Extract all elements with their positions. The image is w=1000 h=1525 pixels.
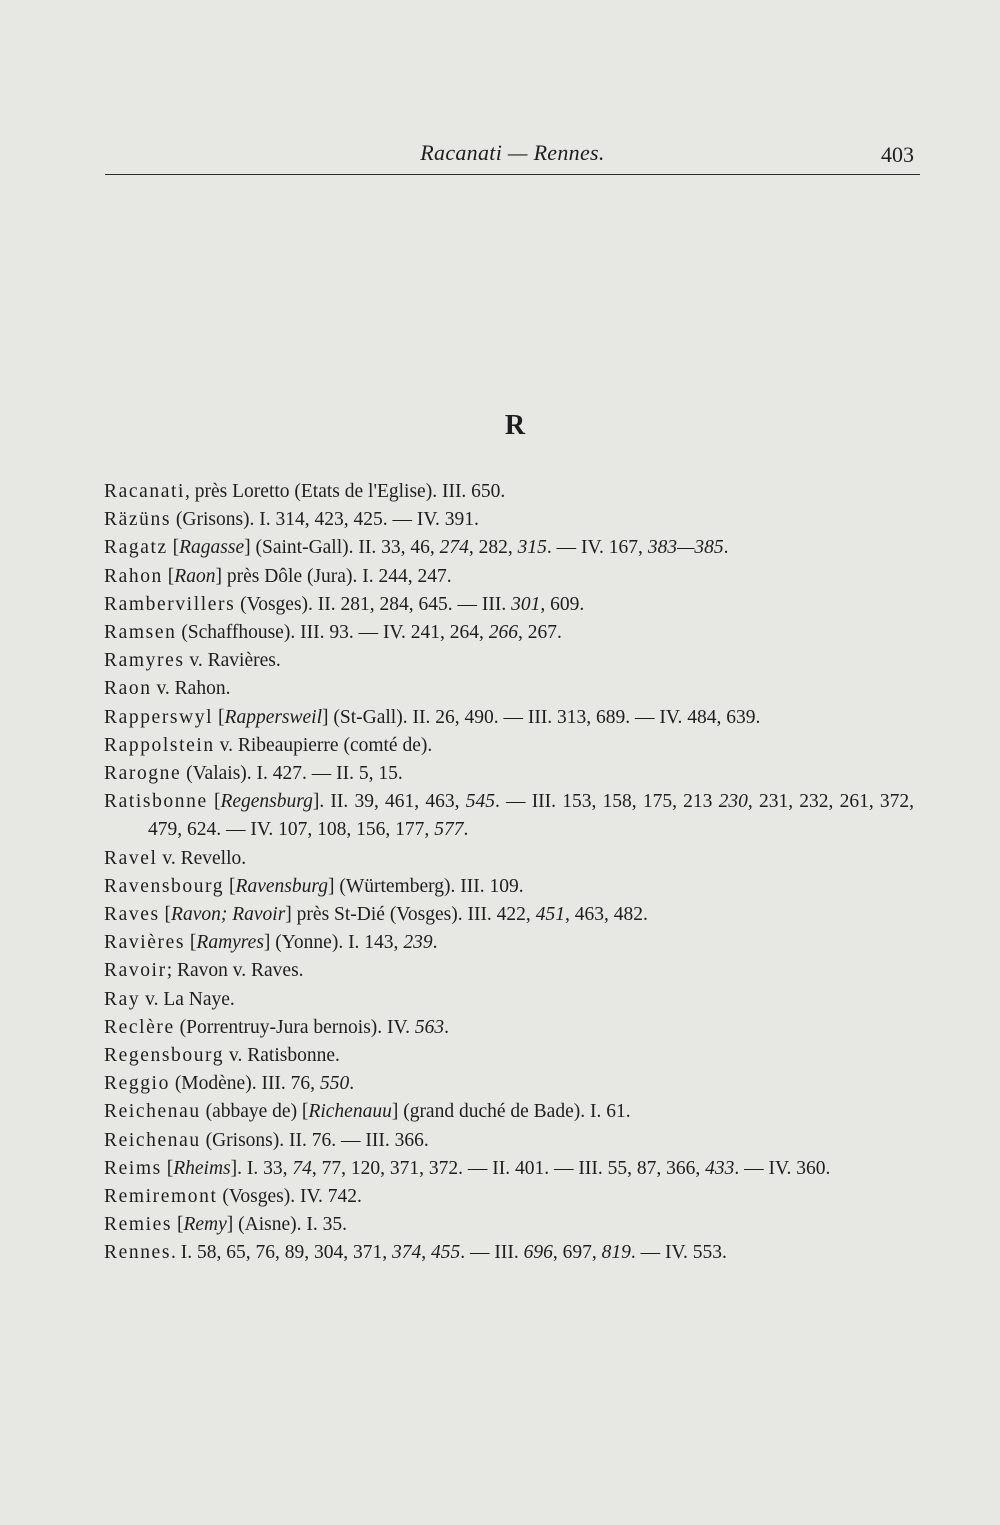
entry-headword: Ravel	[104, 847, 158, 869]
index-entry	[104, 1127, 914, 1155]
entry-headword: Reichenau	[104, 1129, 201, 1151]
index-entry	[104, 760, 914, 788]
entry-headword: Ramyres	[104, 650, 185, 672]
entry-text: .	[432, 932, 438, 954]
entry-headword: Ray	[104, 988, 141, 1010]
entry-text: [	[172, 1214, 184, 1236]
entry-italic-text: 433	[705, 1157, 735, 1179]
entry-headword: Rapperswyl	[104, 706, 214, 728]
index-entry	[104, 1098, 914, 1126]
entry-text: , 463, 482.	[564, 904, 648, 926]
entry-headword: Rarogne	[104, 763, 182, 785]
entry-headword: Ragatz	[104, 537, 168, 559]
entry-italic-text: 545	[465, 791, 495, 813]
entry-headword: Rahon	[104, 565, 163, 587]
entry-text: ,	[421, 1242, 432, 1264]
entry-headword: Reichenau	[104, 1101, 201, 1123]
entry-headword: Ravensbourg	[104, 875, 225, 897]
entry-text: ] près Dôle (Jura). I. 244, 247.	[215, 565, 452, 587]
entry-text: [	[161, 1157, 174, 1179]
entry-text: .	[444, 1016, 449, 1038]
entry-headword: Ratisbonne	[104, 791, 208, 813]
index-entry	[104, 1155, 914, 1183]
entry-text: (Modène). III. 76,	[169, 1073, 320, 1095]
index-entry	[104, 1239, 914, 1267]
entry-text: [	[213, 706, 225, 728]
entry-italic-text: Ragasse	[179, 537, 245, 559]
entry-text: (Vosges). IV. 742.	[217, 1186, 362, 1208]
index-entry	[104, 732, 914, 760]
entry-text: .	[349, 1073, 355, 1095]
entry-italic-text: 315	[517, 537, 547, 559]
entry-text: (Vosges). II. 281, 284, 645. — III.	[235, 593, 512, 615]
entry-text: ]. II. 39, 461, 463,	[312, 791, 466, 813]
entry-text: .	[463, 819, 469, 841]
entry-italic-text: Rappersweil	[224, 706, 323, 728]
index-entry	[104, 1014, 914, 1042]
entry-italic-text: Richenauu	[308, 1101, 392, 1123]
entry-headword: Regensbourg	[104, 1045, 225, 1067]
entry-text: [	[159, 904, 172, 926]
index-entry	[104, 1070, 914, 1098]
index-entry	[104, 788, 919, 844]
entry-italic-text: Raon	[174, 565, 216, 587]
index-entry	[104, 1042, 914, 1070]
entry-italic-text: 696	[523, 1242, 553, 1264]
entry-text: , 609.	[540, 593, 585, 615]
entry-italic-text: 266	[488, 622, 519, 644]
running-head-title: Racanati — Rennes.	[420, 140, 605, 165]
entry-text: [	[185, 932, 197, 954]
entry-text: (abbaye de) [	[200, 1101, 309, 1123]
entry-headword: Reclère	[104, 1016, 175, 1038]
entry-text: . — III. 153, 158, 175, 213	[494, 791, 719, 813]
entry-text: [	[162, 565, 175, 587]
entry-headword: Remiremont	[104, 1186, 218, 1208]
entry-text: [	[224, 875, 236, 897]
entry-italic-text: 451	[535, 904, 565, 926]
entry-text: . — IV. 553.	[630, 1242, 727, 1264]
entry-headword: Rappolstein	[104, 734, 215, 756]
entry-text: [	[207, 791, 221, 813]
entry-text: , 697,	[552, 1242, 602, 1264]
entry-italic-text: 239	[403, 932, 433, 954]
index-entry	[104, 845, 914, 873]
entry-text: (Schaffhouse). III. 93. — IV. 241, 264,	[176, 622, 489, 644]
entry-text: v. Revello.	[157, 847, 247, 869]
entry-headword: Racanati	[104, 481, 186, 502]
index-entry	[104, 704, 914, 732]
section-letter: R	[504, 410, 526, 441]
index-entry	[104, 563, 914, 591]
entry-text: ] (Aisne). I. 35.	[226, 1214, 347, 1236]
index-entry	[104, 647, 914, 675]
entry-text: . — IV. 167,	[546, 537, 648, 559]
entry-text: , 267.	[518, 622, 562, 644]
index-entry	[104, 591, 914, 619]
entry-text: ] (St-Gall). II. 26, 490. — III. 313, 689. — IV. 484, 639.	[322, 706, 761, 728]
index-entry	[104, 901, 914, 929]
entry-text: v. Rahon.	[151, 678, 231, 700]
index-entries	[104, 478, 919, 1268]
index-entry	[104, 873, 914, 901]
entry-text: ] (Yonne). I. 143,	[263, 932, 404, 954]
entry-italic-text: 819	[601, 1242, 631, 1264]
entry-headword: Rennes	[104, 1242, 172, 1264]
entry-italic-text: 374	[392, 1242, 422, 1264]
entry-italic-text: Ravensburg	[235, 875, 328, 897]
entry-headword: Ravoir	[104, 960, 167, 982]
index-entry	[104, 929, 914, 957]
entry-text: , 77, 120, 371, 372. — II. 401. — III. 55, 87, 366,	[311, 1157, 706, 1179]
entry-text: v. Ribeaupierre (comté de).	[214, 734, 433, 756]
entry-text: , 282,	[468, 537, 518, 559]
entry-italic-text: 74	[292, 1157, 312, 1179]
entry-text: ] près St-Dié (Vosges). III. 422,	[285, 904, 536, 926]
entry-text: ]. I. 33,	[230, 1157, 293, 1179]
index-entry	[104, 534, 914, 562]
entry-text: , près Loretto (Etats de l'Eglise). III. 650.	[185, 481, 506, 502]
entry-italic-text: 383—385	[647, 537, 724, 559]
entry-headword: Reims	[104, 1157, 162, 1179]
entry-text: ] (grand duché de Bade). I. 61.	[391, 1101, 631, 1123]
entry-headword: Raon	[104, 678, 152, 700]
index-entry	[104, 957, 914, 985]
entry-text: (Grisons). I. 314, 423, 425. — IV. 391.	[171, 509, 479, 531]
entry-italic-text: 563	[414, 1016, 445, 1038]
entry-text: (Valais). I. 427. — II. 5, 15.	[181, 763, 403, 785]
entry-italic-text: 577	[434, 819, 464, 841]
entry-text: ] (Saint-Gall). II. 33, 46,	[244, 537, 440, 559]
entry-text: v. La Naye.	[140, 988, 235, 1010]
entry-text: , 231, 232, 261, 372, 479, 624. — IV. 107, 108, 156, 177,	[148, 791, 919, 841]
index-entry	[104, 619, 914, 647]
entry-italic-text: Ravon; Ravoir	[171, 904, 286, 926]
entry-text: . — IV. 360.	[734, 1157, 831, 1179]
entry-italic-text: 455	[431, 1242, 461, 1264]
running-head	[105, 138, 920, 175]
index-entry	[104, 675, 914, 703]
entry-text: ] (Würtemberg). III. 109.	[327, 875, 524, 897]
index-entry	[104, 1183, 914, 1211]
entry-italic-text: 301	[511, 593, 541, 615]
entry-text: v. Ratisbonne.	[224, 1045, 340, 1067]
entry-headword: Ramsen	[104, 622, 177, 644]
index-entry	[104, 478, 914, 506]
entry-italic-text: 274	[439, 537, 469, 559]
entry-headword: Remies	[104, 1214, 173, 1236]
entry-text: [	[167, 537, 180, 559]
entry-text: . — III.	[460, 1242, 524, 1264]
entry-text: . I. 58, 65, 76, 89, 304, 371,	[171, 1242, 393, 1264]
page-number: 403	[881, 142, 914, 167]
index-entry	[104, 1211, 914, 1239]
entry-italic-text: 230	[718, 791, 748, 813]
entry-italic-text: Ramyres	[196, 932, 264, 954]
entry-headword: Ravières	[104, 932, 186, 954]
entry-headword: Reggio	[104, 1073, 170, 1095]
entry-text: (Grisons). II. 76. — III. 366.	[200, 1129, 429, 1151]
entry-italic-text: Regensburg	[220, 791, 313, 813]
entry-headword: Rambervillers	[104, 593, 236, 615]
entry-headword: Raves	[104, 904, 160, 926]
index-entry	[104, 506, 914, 534]
entry-italic-text: Rheims	[173, 1157, 231, 1179]
entry-text: v. Ravières.	[184, 650, 281, 672]
entry-text: .	[723, 537, 729, 559]
entry-italic-text: Remy	[183, 1214, 227, 1236]
entry-italic-text: 550	[319, 1073, 350, 1095]
entry-text: ; Ravon v. Raves.	[166, 960, 304, 982]
entry-text: (Porrentruy-Jura bernois). IV.	[174, 1016, 415, 1038]
entry-headword: Räzüns	[104, 509, 172, 531]
index-entry	[104, 986, 914, 1014]
